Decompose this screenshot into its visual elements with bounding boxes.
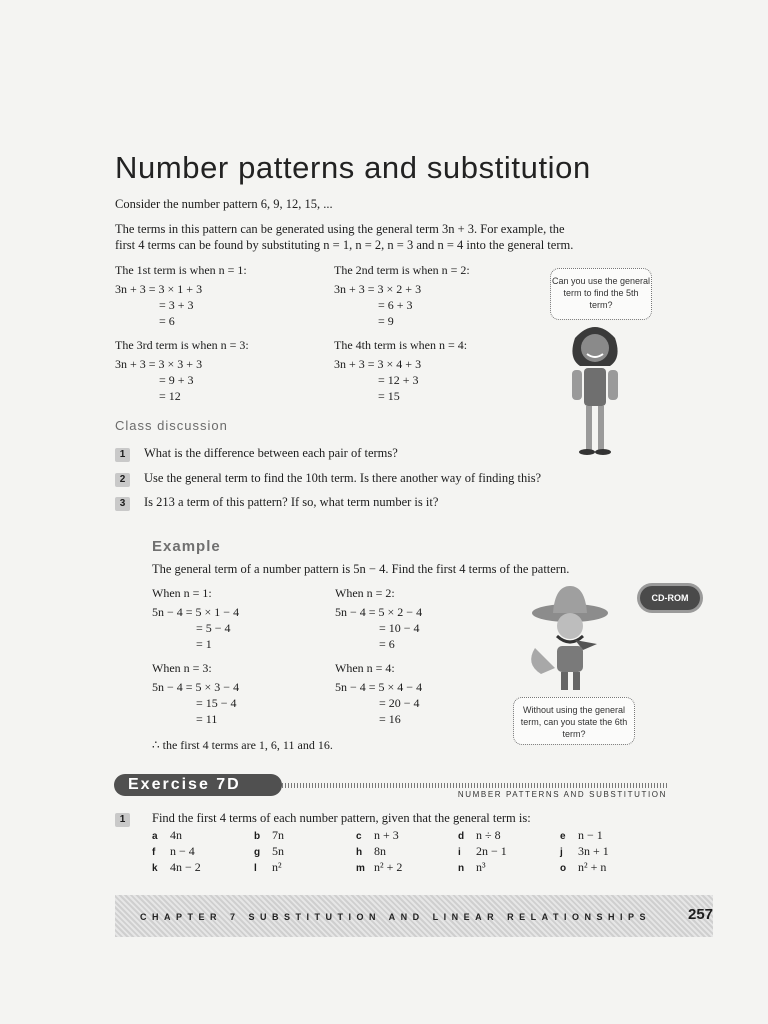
question-number: 1: [115, 448, 130, 462]
discussion-question: [115, 494, 438, 511]
example-conclusion: ∴ the first 4 terms are 1, 6, 11 and 16.: [152, 738, 333, 752]
part-label: c: [356, 831, 362, 842]
equation-line: 3n + 3 = 3 × 2 + 3: [334, 282, 422, 296]
part-expression: 8n: [374, 844, 386, 858]
equation-line: = 9 + 3: [159, 373, 194, 387]
equation-line: = 5 − 4: [196, 621, 231, 635]
part-label: k: [152, 863, 158, 874]
part-label: n: [458, 863, 465, 874]
term-heading: The 4th term is when n = 4:: [334, 338, 468, 352]
part-expression: n² + 2: [374, 860, 403, 874]
case-heading: When n = 4:: [335, 661, 395, 675]
part-expression: n − 1: [578, 828, 603, 842]
example-case: [152, 660, 239, 727]
part-label: m: [356, 863, 365, 874]
exercise-row: [152, 860, 662, 876]
term-block: [115, 262, 247, 329]
exercise-row: [152, 828, 662, 844]
exercise-label: Exercise 7D: [114, 774, 282, 796]
student-girl-illustration: [560, 318, 630, 458]
equation-line: = 15 − 4: [196, 696, 237, 710]
part-label: g: [254, 847, 261, 858]
discussion-question: [115, 470, 541, 487]
divider: [282, 783, 667, 788]
part-expression: n ÷ 8: [476, 828, 501, 842]
question-number: 2: [115, 473, 130, 487]
equation-line: = 1: [196, 637, 212, 651]
part-label: j: [560, 847, 563, 858]
equation-line: = 12 + 3: [378, 373, 419, 387]
part-expression: 7n: [272, 828, 284, 842]
part-label: i: [458, 847, 461, 858]
intro-text: Consider the number pattern 6, 9, 12, 15, ...: [115, 197, 333, 211]
question-text: Find the first 4 terms of each number pattern, given that the general term is:: [152, 811, 531, 825]
equation-line: = 6: [159, 314, 175, 328]
part-label: b: [254, 831, 261, 842]
example-case: [335, 660, 422, 727]
part-label: e: [560, 831, 566, 842]
part-label: d: [458, 831, 465, 842]
equation-line: = 16: [379, 712, 401, 726]
part-label: l: [254, 863, 257, 874]
equation-line: 3n + 3 = 3 × 4 + 3: [334, 357, 422, 371]
page-number: 257: [688, 906, 714, 923]
part-expression: n + 3: [374, 828, 399, 842]
question-text: Is 213 a term of this pattern? If so, what term number is it?: [144, 495, 439, 509]
example-case: [152, 585, 239, 652]
intro-text: first 4 terms can be found by substituting n = 1, n = 2, n = 3 and n = 4 into the general term.: [115, 238, 574, 252]
equation-line: = 20 − 4: [379, 696, 420, 710]
chapter-footer: CHAPTER 7 SUBSTITUTION AND LINEAR RELATIONSHIPS: [140, 912, 652, 922]
part-label: f: [152, 847, 156, 858]
part-expression: 3n + 1: [578, 844, 609, 858]
discussion-question: [115, 445, 398, 462]
question-number: 3: [115, 497, 130, 511]
part-expression: n³: [476, 860, 486, 874]
equation-line: = 6 + 3: [378, 298, 413, 312]
question-number: 1: [115, 813, 130, 827]
case-heading: When n = 1:: [152, 586, 212, 600]
equation-line: = 12: [159, 389, 181, 403]
equation-line: 3n + 3 = 3 × 3 + 3: [115, 357, 203, 371]
question-text: Use the general term to find the 10th term. Is there another way of finding this?: [144, 471, 542, 485]
exercise-subtitle: NUMBER PATTERNS AND SUBSTITUTION: [457, 790, 667, 799]
part-expression: 5n: [272, 844, 284, 858]
equation-line: = 9: [378, 314, 394, 328]
term-block: [334, 262, 470, 329]
equation-line: = 10 − 4: [379, 621, 420, 635]
term-heading: The 1st term is when n = 1:: [115, 263, 247, 277]
part-expression: n² + n: [578, 860, 607, 874]
part-expression: 4n: [170, 828, 182, 842]
cowboy-illustration: [525, 578, 615, 693]
term-heading: The 3rd term is when n = 3:: [115, 338, 249, 352]
equation-line: 5n − 4 = 5 × 2 − 4: [335, 605, 423, 619]
part-label: h: [356, 847, 363, 858]
example-case: [335, 585, 422, 652]
term-block: [334, 337, 467, 404]
example-heading: Example: [152, 538, 221, 555]
speech-bubble: Can you use the general term to find the 5th term?: [550, 268, 652, 320]
part-expression: 2n − 1: [476, 844, 507, 858]
cd-rom-badge[interactable]: CD-ROM: [640, 586, 700, 610]
exercise-question: [115, 810, 531, 827]
equation-line: = 3 + 3: [159, 298, 194, 312]
part-label: o: [560, 863, 567, 874]
part-expression: n²: [272, 860, 282, 874]
part-expression: n − 4: [170, 844, 195, 858]
example-question: The general term of a number pattern is 5n − 4. Find the first 4 terms of the pattern.: [152, 562, 570, 576]
case-heading: When n = 2:: [335, 586, 395, 600]
equation-line: 5n − 4 = 5 × 1 − 4: [152, 605, 240, 619]
class-discussion-heading: Class discussion: [115, 418, 228, 433]
speech-bubble: Without using the general term, can you state the 6th term?: [513, 697, 635, 745]
part-expression: 4n − 2: [170, 860, 201, 874]
page-title: Number patterns and substitution: [115, 150, 591, 185]
exercise-grid: [152, 828, 662, 876]
equation-line: = 11: [196, 712, 218, 726]
equation-line: = 15: [378, 389, 400, 403]
equation-line: = 6: [379, 637, 395, 651]
equation-line: 3n + 3 = 3 × 1 + 3: [115, 282, 203, 296]
case-heading: When n = 3:: [152, 661, 212, 675]
exercise-row: [152, 844, 662, 860]
term-heading: The 2nd term is when n = 2:: [334, 263, 470, 277]
equation-line: 5n − 4 = 5 × 4 − 4: [335, 680, 423, 694]
question-text: What is the difference between each pair of terms?: [144, 446, 398, 460]
intro-text: The terms in this pattern can be generated using the general term 3n + 3. For example, the: [115, 222, 565, 236]
term-block: [115, 337, 249, 404]
part-label: a: [152, 831, 158, 842]
equation-line: 5n − 4 = 5 × 3 − 4: [152, 680, 240, 694]
